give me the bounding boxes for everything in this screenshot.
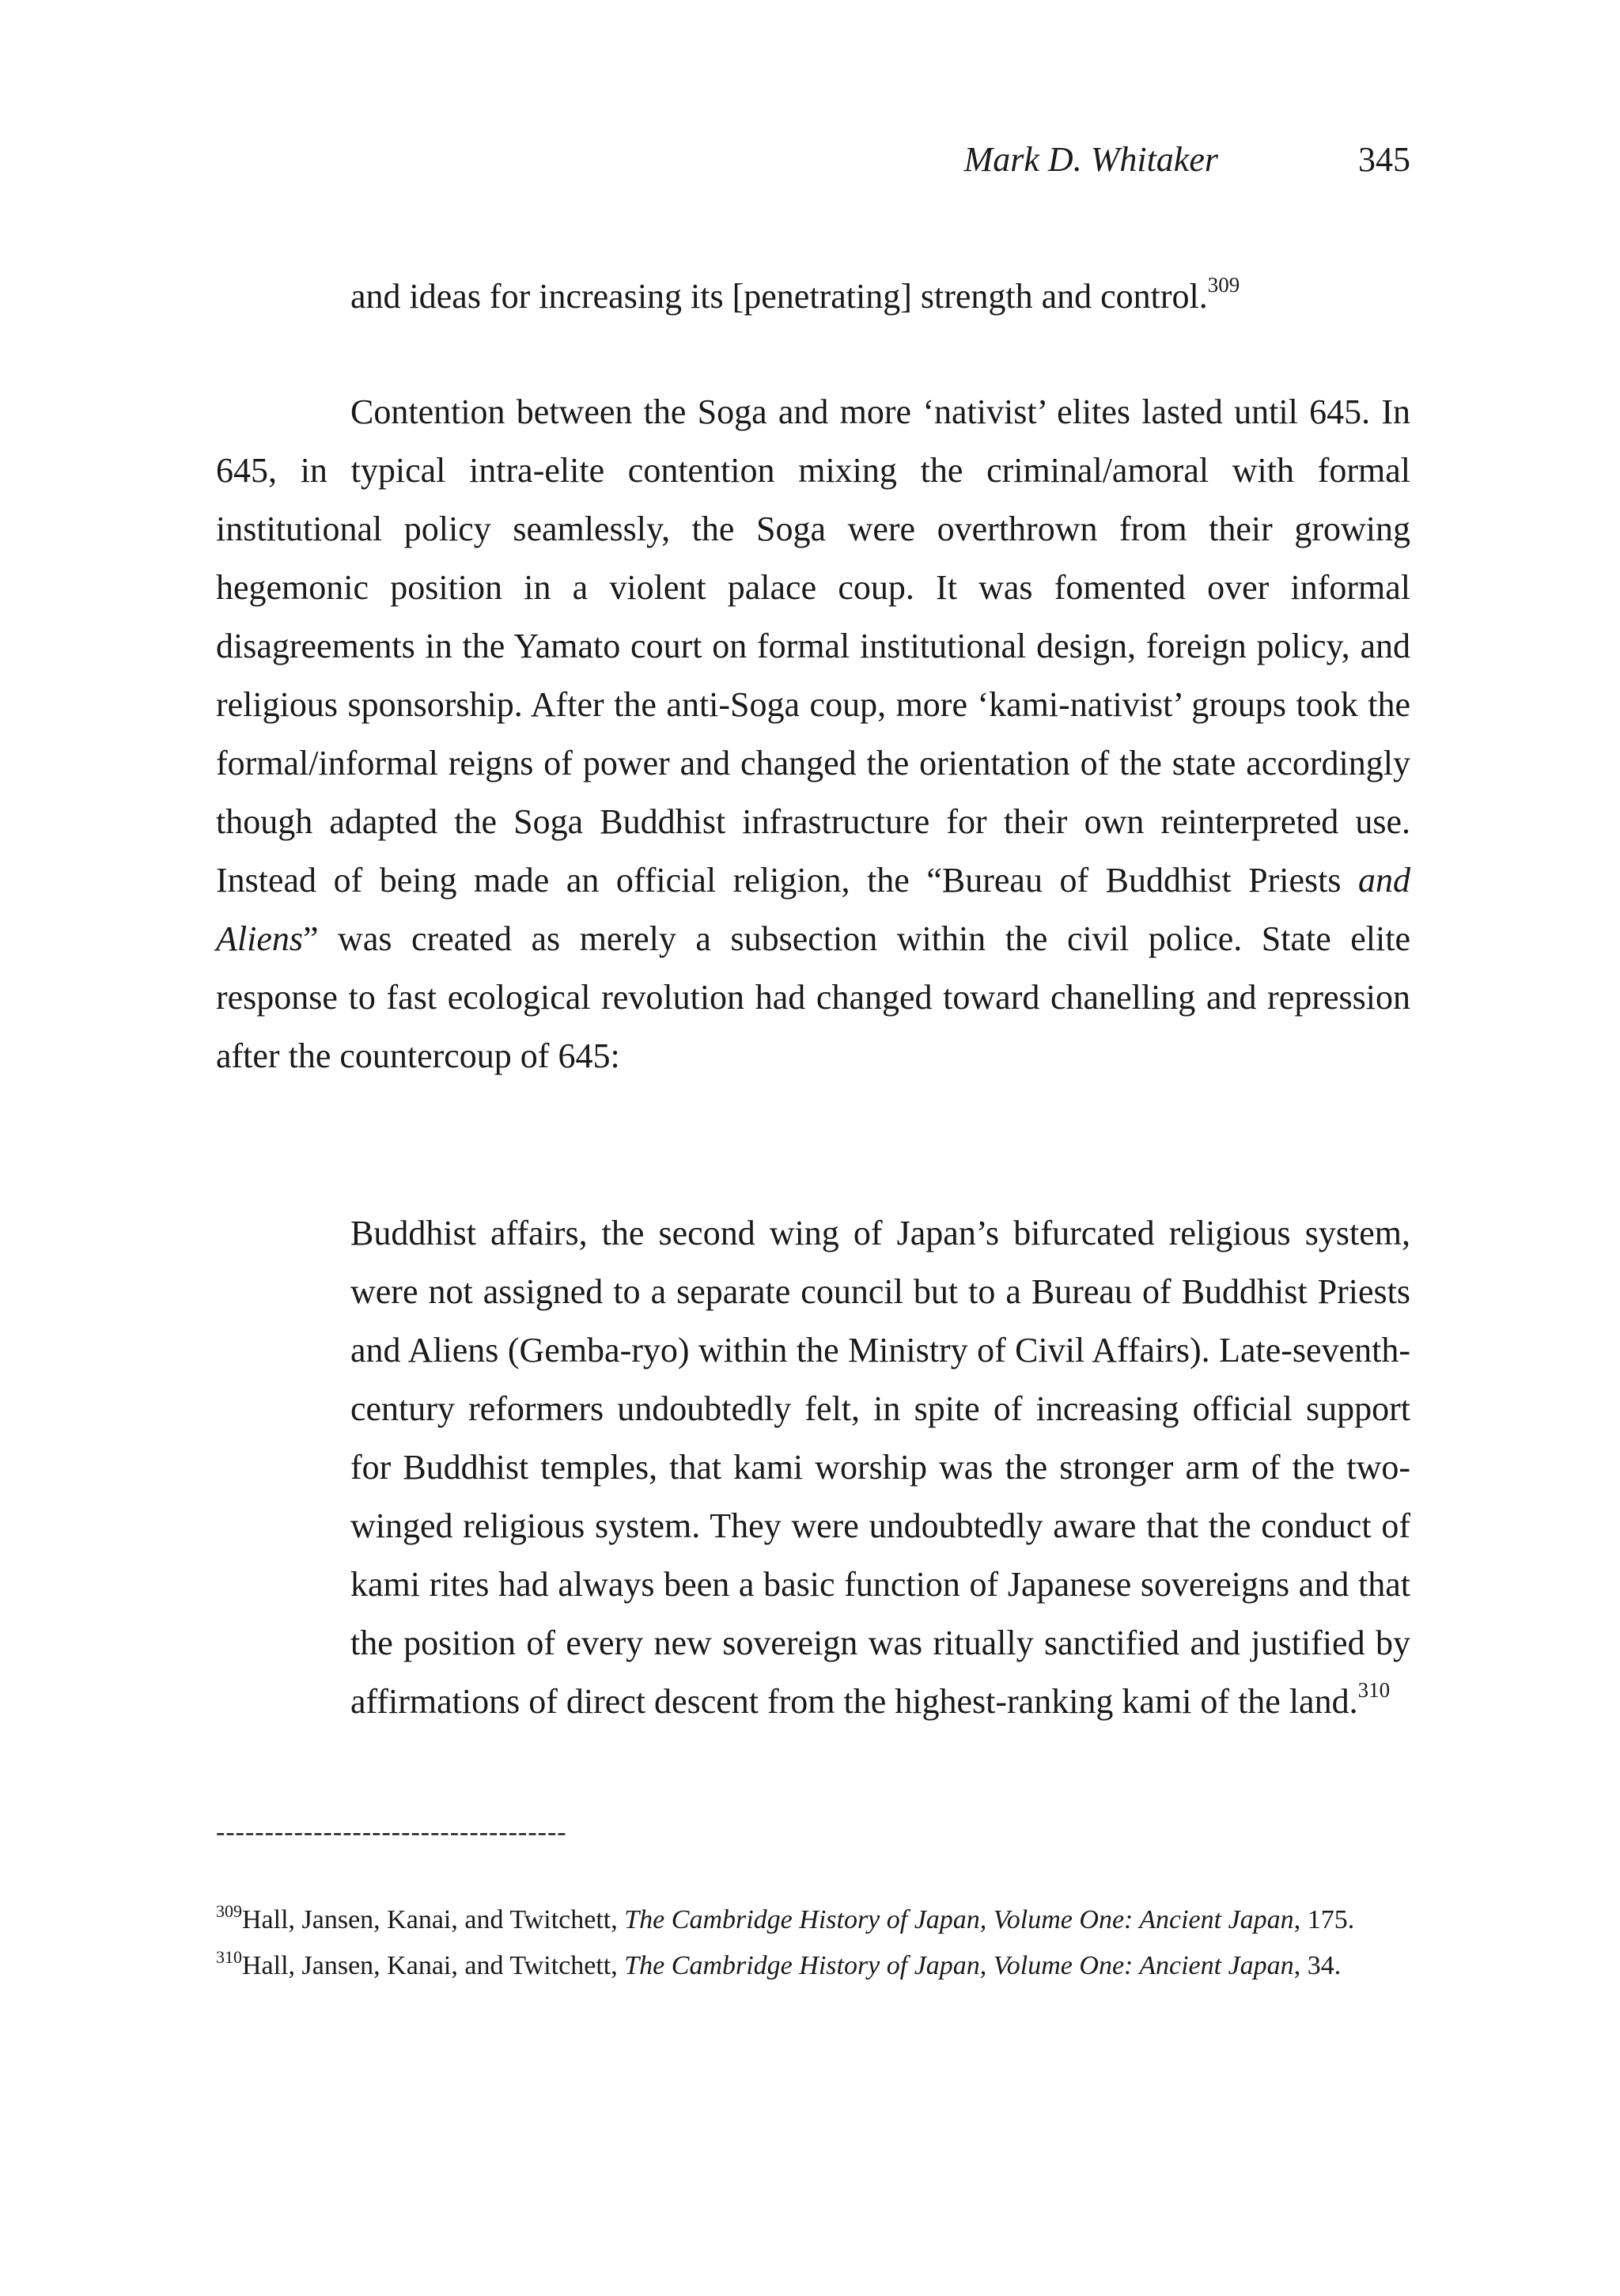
footnote-309 (216, 1897, 1410, 1943)
footnote-divider: ------------------------------------ (216, 1817, 567, 1847)
footnote-number: 310 (216, 1946, 242, 1967)
main-paragraph-text-1: Contention between the Soga and more ‘nativist’ elites lasted until 645. In 645, in typical intra-elite contention mixing the criminal/amoral with formal institutional policy seamlessly, the Soga were overthrown from their growing hegemonic position in a violent palace coup. It was fomented over informal disagreements in the Yamato court on formal institutional design, foreign policy, and religious sponsorship. After the anti-Soga coup, more ‘kami-nativist’ groups took the formal/informal reigns of power and changed the orientation of the state accordingly though adapted the Soga Buddhist infrastructure for their own reinterpreted use. Instead of being made an official religion, the “Bureau of Buddhist Priests (216, 392, 1410, 900)
footnote-ref-310[interactable]: 310 (1357, 1678, 1391, 1703)
running-header-author: Mark D. Whitaker (963, 140, 1218, 179)
main-paragraph-text-2: ” was created as merely a subsection within the civil police. State elite response to fast ecological revolution had changed toward chanelling and repression after the countercoup of 645: (216, 919, 1410, 1075)
footnote-title: The Cambridge History of Japan, Volume One: Ancient Japan (624, 1905, 1294, 1934)
footnote-title: The Cambridge History of Japan, Volume One: Ancient Japan (624, 1951, 1294, 1980)
footnote-authors: Hall, Jansen, Kanai, and Twitchett, (242, 1951, 625, 1980)
footnotes (216, 1897, 1410, 1989)
footnote-page: , 175. (1293, 1905, 1355, 1934)
footnote-page: , 34. (1293, 1951, 1342, 1980)
continued-quote-text: and ideas for increasing its [penetrating] strength and control. (350, 277, 1208, 316)
footnote-number: 309 (216, 1900, 242, 1921)
footnote-ref-309[interactable]: 309 (1207, 273, 1240, 297)
running-header (0, 139, 1620, 187)
main-paragraph (216, 383, 1410, 1085)
main-paragraph-italic: and Aliens (216, 861, 1410, 958)
footnote-310 (216, 1943, 1410, 1989)
block-quote-text: Buddhist affairs, the second wing of Japan’s bifurcated religious system, were not assigned to a separate council but to a Bureau of Buddhist Priests and Aliens (Gemba-ryo) within the Ministry of Civil Affairs). Late-seventh-century reformers undoubtedly felt, in spite of increasing official support for Buddhist temples, that kami worship was the stronger arm of the two-winged religious system. They were undoubtedly aware that the conduct of kami rites had always been a basic function of Japanese sovereigns and that the position of every new sovereign was ritually sanctified and justified by affirmations of direct descent from the highest-ranking kami of the land. (350, 1214, 1410, 1721)
continued-quote (350, 267, 1410, 326)
page-number: 345 (1358, 140, 1410, 179)
block-quote (350, 1204, 1410, 1731)
footnote-authors: Hall, Jansen, Kanai, and Twitchett, (242, 1905, 625, 1934)
